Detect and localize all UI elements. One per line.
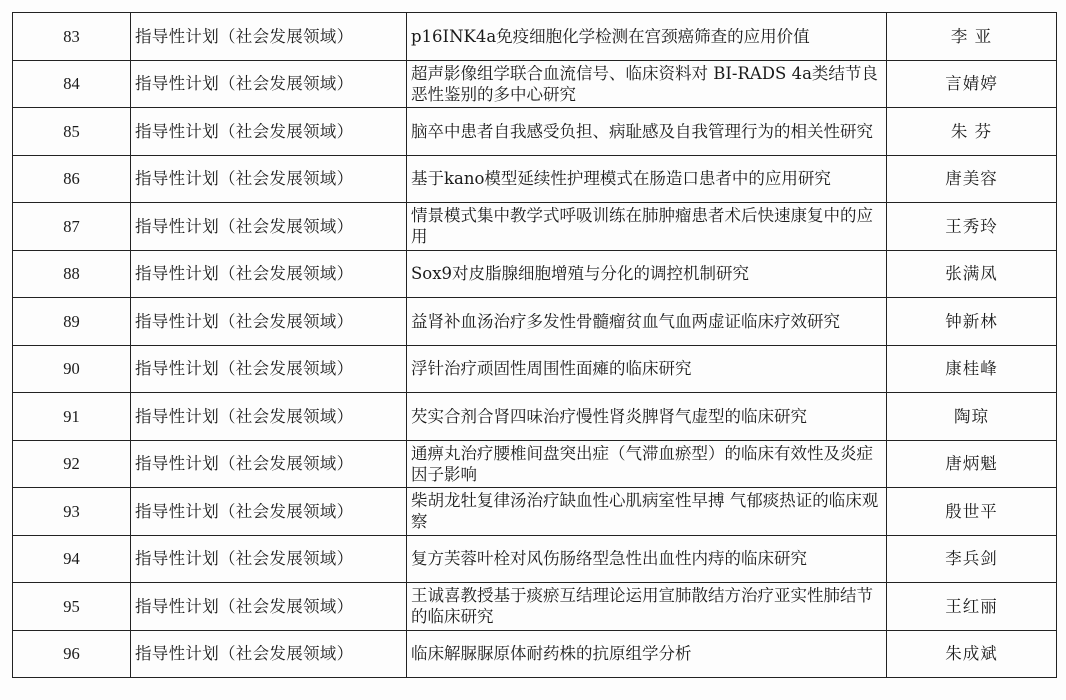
row-number: 96 [13,630,131,678]
table-row [13,440,1057,488]
plan-type: 指导性计划（社会发展领域） [131,108,407,156]
project-title: 芡实合剂合肾四味治疗慢性肾炎脾肾气虚型的临床研究 [407,393,887,441]
project-title: 情景模式集中教学式呼吸训练在肺肿瘤患者术后快速康复中的应用 [407,203,887,251]
table-row [13,203,1057,251]
plan-type: 指导性计划（社会发展领域） [131,345,407,393]
row-number: 86 [13,155,131,203]
table-row [13,583,1057,631]
project-title: 王诚喜教授基于痰瘀互结理论运用宣肺散结方治疗亚实性肺结节的临床研究 [407,583,887,631]
row-number: 84 [13,60,131,108]
plan-type: 指导性计划（社会发展领域） [131,155,407,203]
project-leader: 王红丽 [887,583,1057,631]
row-number: 88 [13,250,131,298]
project-leader: 殷世平 [887,488,1057,536]
project-title: 通痹丸治疗腰椎间盘突出症（气滞血瘀型）的临床有效性及炎症因子影响 [407,440,887,488]
table-row [13,345,1057,393]
plan-type: 指导性计划（社会发展领域） [131,13,407,61]
table-row [13,630,1057,678]
project-title: Sox9对皮脂腺细胞增殖与分化的调控机制研究 [407,250,887,298]
table-row [13,13,1057,61]
table-row [13,298,1057,346]
project-table [12,12,1057,678]
plan-type: 指导性计划（社会发展领域） [131,298,407,346]
project-title: 脑卒中患者自我感受负担、病耻感及自我管理行为的相关性研究 [407,108,887,156]
table-row [13,393,1057,441]
project-leader: 张满凤 [887,250,1057,298]
project-leader: 言婧婷 [887,60,1057,108]
project-leader: 康桂峰 [887,345,1057,393]
row-number: 94 [13,535,131,583]
row-number: 95 [13,583,131,631]
project-leader: 陶琼 [887,393,1057,441]
project-title: 益肾补血汤治疗多发性骨髓瘤贫血气血两虚证临床疗效研究 [407,298,887,346]
plan-type: 指导性计划（社会发展领域） [131,60,407,108]
plan-type: 指导性计划（社会发展领域） [131,250,407,298]
table-row [13,155,1057,203]
project-leader: 唐美容 [887,155,1057,203]
project-leader: 朱成斌 [887,630,1057,678]
row-number: 91 [13,393,131,441]
plan-type: 指导性计划（社会发展领域） [131,488,407,536]
plan-type: 指导性计划（社会发展领域） [131,535,407,583]
project-leader: 李 亚 [887,13,1057,61]
project-leader: 钟新林 [887,298,1057,346]
table-row [13,488,1057,536]
project-leader: 朱 芬 [887,108,1057,156]
table-row [13,60,1057,108]
plan-type: 指导性计划（社会发展领域） [131,440,407,488]
project-title: 基于kano模型延续性护理模式在肠造口患者中的应用研究 [407,155,887,203]
project-leader: 唐炳魁 [887,440,1057,488]
plan-type: 指导性计划（社会发展领域） [131,630,407,678]
project-title: 柴胡龙牡复律汤治疗缺血性心肌病室性早搏 气郁痰热证的临床观察 [407,488,887,536]
plan-type: 指导性计划（社会发展领域） [131,393,407,441]
row-number: 85 [13,108,131,156]
row-number: 90 [13,345,131,393]
project-table-body [13,13,1057,678]
plan-type: 指导性计划（社会发展领域） [131,583,407,631]
project-title: 复方芙蓉叶栓对风伤肠络型急性出血性内痔的临床研究 [407,535,887,583]
project-title: p16INK4a免疫细胞化学检测在宫颈癌筛查的应用价值 [407,13,887,61]
project-leader: 王秀玲 [887,203,1057,251]
table-row [13,250,1057,298]
table-row [13,535,1057,583]
row-number: 92 [13,440,131,488]
row-number: 83 [13,13,131,61]
plan-type: 指导性计划（社会发展领域） [131,203,407,251]
table-row [13,108,1057,156]
row-number: 93 [13,488,131,536]
project-title: 浮针治疗顽固性周围性面瘫的临床研究 [407,345,887,393]
project-title: 超声影像组学联合血流信号、临床资料对 BI-RADS 4a类结节良恶性鉴别的多中心研究 [407,60,887,108]
project-leader: 李兵剑 [887,535,1057,583]
row-number: 89 [13,298,131,346]
project-title: 临床解脲脲原体耐药株的抗原组学分析 [407,630,887,678]
row-number: 87 [13,203,131,251]
